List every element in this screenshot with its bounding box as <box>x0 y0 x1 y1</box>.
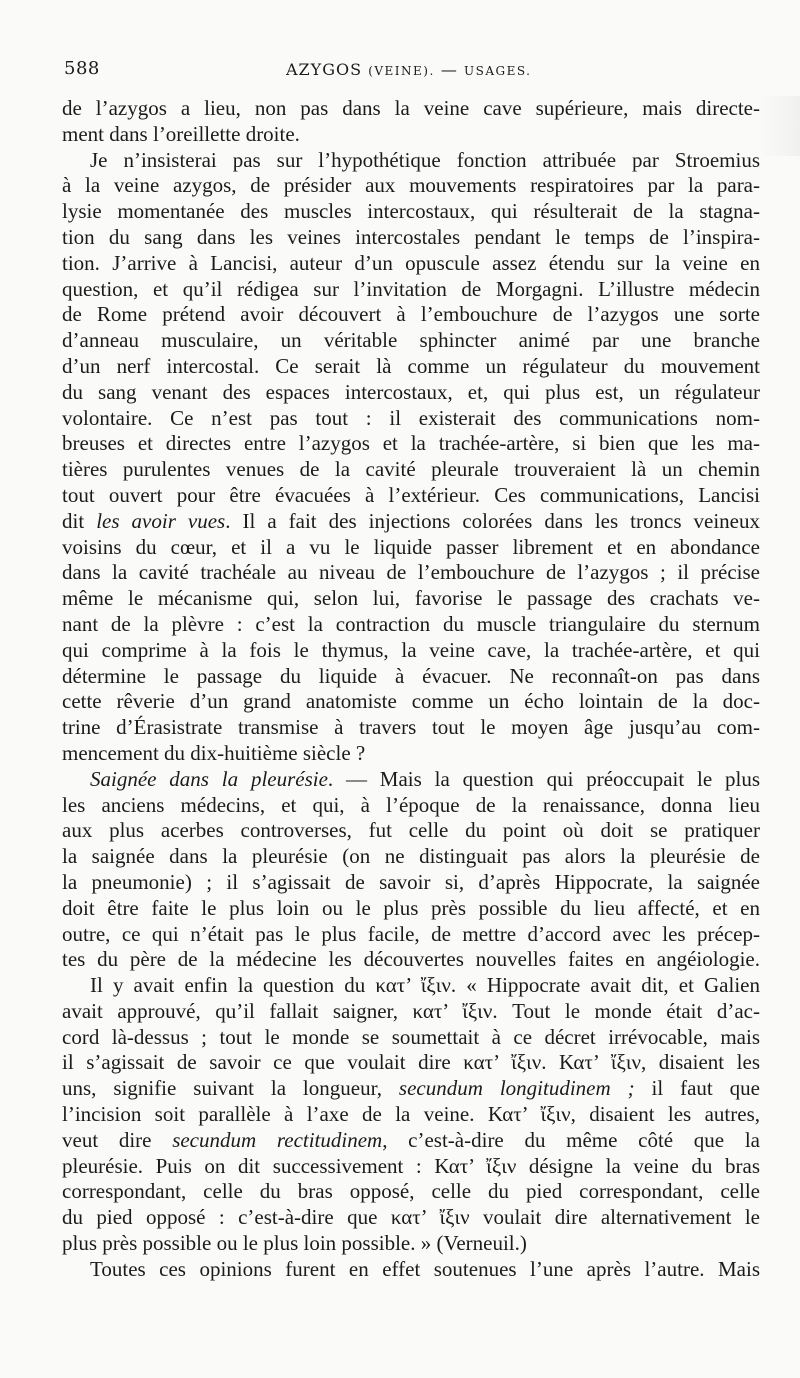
italic-text: les avoir vues <box>96 508 226 533</box>
text-line <box>62 1128 760 1154</box>
text-line <box>62 999 760 1025</box>
page-header <box>64 58 756 86</box>
text-line <box>62 173 760 199</box>
text-line <box>62 922 760 948</box>
text-segment: uns, signifie suivant la longueur, <box>62 1076 399 1101</box>
text-segment: tes du père de la médecine les découvertes nouvelles faites en angéiologie. <box>62 947 760 972</box>
text-segment: d’un nerf intercostal. Ce serait là comme un régulateur du mouvement <box>62 353 760 378</box>
running-head <box>286 60 531 79</box>
text-segment: Je n’insisterai pas sur l’hypothétique fonction attribuée par Stroemius <box>90 147 760 172</box>
text-segment: cord là-dessus ; tout le monde se soumettait à ce décret irrévocable, mais <box>62 1024 760 1049</box>
text-line <box>62 302 760 328</box>
text-segment: breuses et directes entre l’azygos et la trachée-artère, si bien que les ma- <box>62 431 760 456</box>
running-head-paren: (VEINE). <box>368 64 435 78</box>
italic-text: Saignée dans la pleurésie <box>90 766 328 791</box>
text-line <box>62 664 760 690</box>
text-segment: plus près possible ou le plus loin possible. » (Verneuil.) <box>62 1231 527 1256</box>
text-segment: volontaire. Ce n’est pas tout : il existerait des communications nom- <box>62 405 760 430</box>
text-line <box>62 380 760 406</box>
text-line <box>62 122 760 148</box>
text-segment: ment dans l’oreillette droite. <box>62 121 300 146</box>
text-line <box>62 354 760 380</box>
text-segment: pleurésie. Puis on dit successivement : Κατ’ ἴξιν désigne la veine du bras <box>62 1153 760 1178</box>
text-line <box>62 896 760 922</box>
text-segment: à la veine azygos, de présider aux mouvements respiratoires par la para- <box>62 173 760 198</box>
text-segment: outre, ce qui n’était pas le plus facile, de mettre d’accord avec les précep- <box>62 921 760 946</box>
text-segment: de Rome prétend avoir découvert à l’embouchure de l’azygos une sorte <box>62 302 760 327</box>
text-line <box>62 715 760 741</box>
text-segment: trine d’Érasistrate transmise à travers tout le moyen âge jusqu’au com- <box>62 715 760 740</box>
text-line <box>62 560 760 586</box>
text-line <box>62 96 760 122</box>
text-segment: l’incision soit parallèle à l’axe de la veine. Κατ’ ἴξιν, disaient les autres, <box>62 1102 760 1127</box>
text-segment: . Il a fait des injections colorées dans les troncs veineux <box>225 508 760 533</box>
text-segment: cette rêverie d’un grand anatomiste comme un écho lointain de la doc- <box>62 689 760 714</box>
text-line <box>62 818 760 844</box>
running-head-dash: — <box>440 60 458 79</box>
text-segment: d’anneau musculaire, un véritable sphincter animé par une branche <box>62 328 760 353</box>
text-line <box>62 148 760 174</box>
text-segment: voisins du cœur, et il a vu le liquide passer librement et en abondance <box>62 534 760 559</box>
text-segment: dans la cavité trachéale au niveau de l’embouchure de l’azygos ; il précise <box>62 560 760 585</box>
text-segment: nant de la plèvre : c’est la contraction du muscle triangulaire du sternum <box>62 611 760 636</box>
text-segment: avait approuvé, qu’il fallait saigner, κατ’ ἴξιν. Tout le monde était d’ac- <box>62 998 760 1023</box>
text-line <box>62 767 760 793</box>
text-segment: la saignée dans la pleurésie (on ne distinguait pas alors la pleurésie de <box>62 844 760 869</box>
text-line <box>62 586 760 612</box>
text-segment: il s’agissait de savoir ce que voulait dire κατ’ ἴξιν. Κατ’ ἴξιν, disaient les <box>62 1050 760 1075</box>
text-segment: aux plus acerbes controverses, fut celle du point où doit se pratiquer <box>62 818 760 843</box>
text-line <box>62 535 760 561</box>
text-segment: détermine le passage du liquide à évacuer. Ne reconnaît-on pas dans <box>62 663 760 688</box>
text-segment: de l’azygos a lieu, non pas dans la veine cave supérieure, mais directe- <box>62 96 760 120</box>
page-edge-shadow <box>760 96 800 156</box>
text-line <box>62 1102 760 1128</box>
text-segment: Il y avait enfin la question du κατ’ ἴξιν. « Hippocrate avait dit, et Galien <box>90 973 760 998</box>
text-segment: question, et qu’il rédigea sur l’invitation de Morgagni. L’illustre médecin <box>62 276 760 301</box>
text-line <box>62 251 760 277</box>
text-segment: doit être faite le plus loin ou le plus près possible du lieu affecté, et en <box>62 895 760 920</box>
text-segment: , c’est-à-dire du même côté que la <box>382 1127 760 1152</box>
text-line <box>62 973 760 999</box>
text-segment: du sang venant des espaces intercostaux, et, qui plus est, un régulateur <box>62 379 760 404</box>
text-segment: mencement du dix-huitième siècle ? <box>62 740 366 765</box>
text-segment: même le mécanisme qui, selon lui, favorise le passage des crachats ve- <box>62 586 760 611</box>
text-line <box>62 947 760 973</box>
text-line <box>62 1154 760 1180</box>
text-line <box>62 1076 760 1102</box>
text-line <box>62 199 760 225</box>
italic-text: secundum rectitudinem <box>172 1127 383 1152</box>
text-line <box>62 689 760 715</box>
text-line <box>62 870 760 896</box>
text-line <box>62 1205 760 1231</box>
text-line <box>62 509 760 535</box>
text-line <box>62 431 760 457</box>
text-segment: qui comprime à la fois le thymus, la veine cave, la trachée-artère, et qui <box>62 637 760 662</box>
text-segment: il faut que <box>634 1076 760 1101</box>
text-segment: veut dire <box>62 1127 173 1152</box>
text-segment: tion du sang dans les veines intercostales pendant le temps de l’inspira- <box>62 224 760 249</box>
running-head-section: USAGES. <box>463 64 532 78</box>
text-line <box>62 457 760 483</box>
text-segment: Toutes ces opinions furent en effet soutenues l’une après l’autre. Mais <box>90 1256 760 1281</box>
text-line <box>62 328 760 354</box>
text-line <box>62 793 760 819</box>
text-segment: correspondant, celle du bras opposé, celle du pied correspondant, celle <box>62 1179 760 1204</box>
text-segment: la pneumonie) ; il s’agissait de savoir si, d’après Hippocrate, la saignée <box>62 869 760 894</box>
page-number: 588 <box>64 58 100 79</box>
italic-text: secundum longitudinem ; <box>398 1076 635 1101</box>
text-line <box>62 1025 760 1051</box>
text-line <box>62 483 760 509</box>
text-segment: . — Mais la question qui préoccupait le plus <box>327 766 760 791</box>
text-line <box>62 406 760 432</box>
text-segment: tion. J’arrive à Lancisi, auteur d’un opuscule assez étendu sur la veine en <box>62 250 760 275</box>
text-segment: dit <box>62 508 97 533</box>
text-line <box>62 1257 760 1283</box>
text-line <box>62 1231 760 1257</box>
text-line <box>62 1050 760 1076</box>
text-line <box>62 844 760 870</box>
text-line <box>62 1179 760 1205</box>
text-segment: tières purulentes venues de la cavité pleurale trouveraient là un chemin <box>62 457 760 482</box>
text-segment: les anciens médecins, et qui, à l’époque de la renaissance, donna lieu <box>62 792 760 817</box>
text-line <box>62 277 760 303</box>
text-line <box>62 638 760 664</box>
text-line <box>62 612 760 638</box>
text-segment: du pied opposé : c’est-à-dire que κατ’ ἴξιν voulait dire alternativement le <box>62 1205 760 1230</box>
text-segment: tout ouvert pour être évacuées à l’extérieur. Ces communications, Lancisi <box>62 482 760 507</box>
text-line <box>62 225 760 251</box>
text-segment: lysie momentanée des muscles intercostaux, qui résulterait de la stagna- <box>62 199 760 224</box>
running-head-title: AZYGOS <box>286 60 363 79</box>
body-text <box>62 96 760 1283</box>
text-line <box>62 741 760 767</box>
